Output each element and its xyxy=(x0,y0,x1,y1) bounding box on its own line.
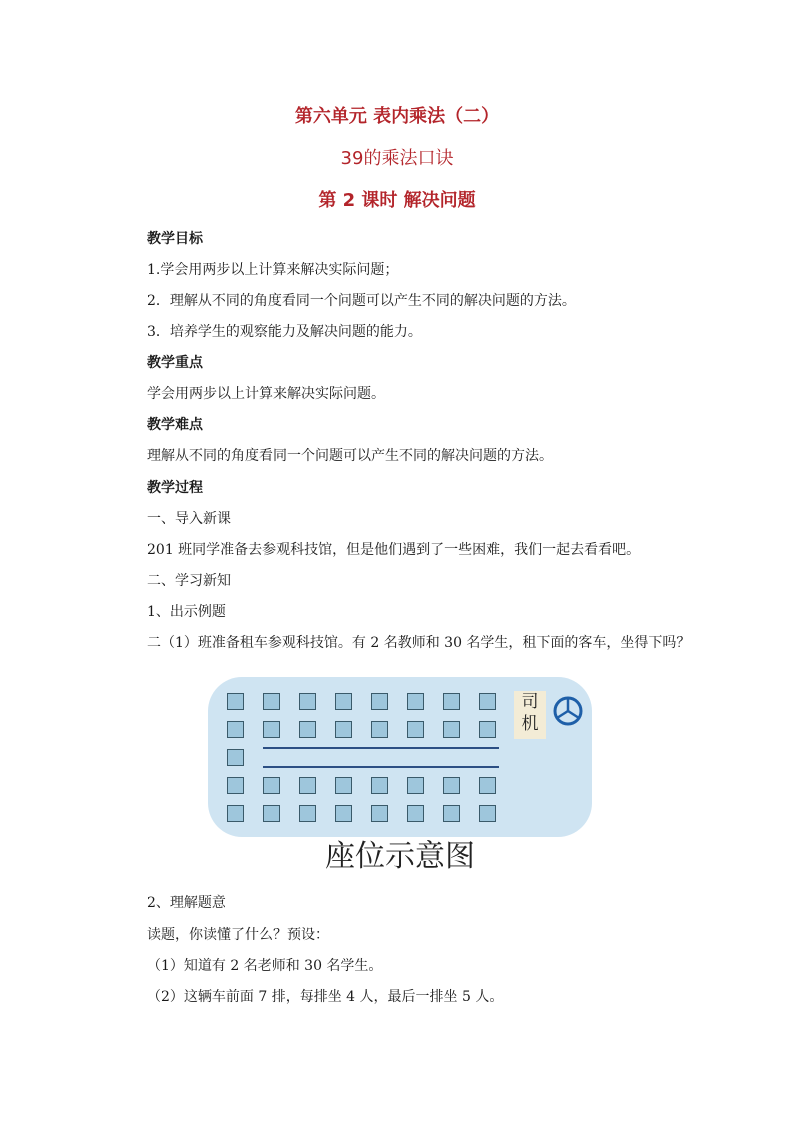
understand-heading: 2、理解题意 xyxy=(147,895,226,911)
seat xyxy=(227,721,244,738)
difficulty-text: 理解从不同的角度看同一个问题可以产生不同的解决问题的方法。 xyxy=(147,448,553,464)
diagram-caption: 座位示意图 xyxy=(325,839,475,874)
goals-heading: 教学目标 xyxy=(147,231,203,247)
seat xyxy=(263,805,280,822)
seat xyxy=(335,777,352,794)
seat xyxy=(443,721,460,738)
seat xyxy=(299,777,316,794)
seat xyxy=(407,721,424,738)
steering-wheel-icon xyxy=(552,695,584,727)
seat xyxy=(371,721,388,738)
step-intro-text: 201 班同学准备去参观科技馆，但是他们遇到了一些困难，我们一起去看看吧。 xyxy=(147,542,641,558)
driver-label-char-2: 机 xyxy=(521,714,539,734)
seat xyxy=(263,693,280,710)
seat xyxy=(371,693,388,710)
difficulty-heading: 教学难点 xyxy=(147,417,203,433)
goal-item-2: 2．理解从不同的角度看同一个问题可以产生不同的解决问题的方法。 xyxy=(147,293,576,309)
seat xyxy=(407,805,424,822)
preset-item-1: （1）知道有 2 名老师和 30 名学生。 xyxy=(147,958,383,974)
seat xyxy=(299,805,316,822)
seat xyxy=(371,805,388,822)
seat xyxy=(335,805,352,822)
step-intro-heading: 一、导入新课 xyxy=(147,511,231,527)
example-text: 二（1）班准备租车参观科技馆。有 2 名教师和 30 名学生，租下面的客车，坐得下吗？ xyxy=(147,635,691,651)
seat xyxy=(227,805,244,822)
seat xyxy=(407,777,424,794)
goal-item-1: 1.学会用两步以上计算来解决实际问题； xyxy=(147,262,399,278)
example-heading: 1、出示例题 xyxy=(147,604,226,620)
seat xyxy=(479,777,496,794)
driver-label xyxy=(514,691,546,739)
lesson-title: 39的乘法口诀 xyxy=(340,148,454,169)
understand-text: 读题，你读懂了什么？预设： xyxy=(147,927,329,943)
seat xyxy=(299,721,316,738)
seat xyxy=(443,693,460,710)
seat xyxy=(335,721,352,738)
seat xyxy=(479,721,496,738)
seat-diagram xyxy=(208,677,592,877)
aisle-line-top xyxy=(263,747,499,749)
seat xyxy=(443,777,460,794)
seat xyxy=(263,777,280,794)
seat xyxy=(479,693,496,710)
preset-item-2: （2）这辆车前面 7 排，每排坐 4 人，最后一排坐 5 人。 xyxy=(147,989,504,1005)
seat xyxy=(371,777,388,794)
step-new-heading: 二、学习新知 xyxy=(147,573,231,589)
seat xyxy=(407,693,424,710)
seat xyxy=(227,749,244,766)
period-title: 第 2 课时 解决问题 xyxy=(318,190,476,211)
seat xyxy=(479,805,496,822)
seat xyxy=(335,693,352,710)
seat xyxy=(227,693,244,710)
aisle-line-bottom xyxy=(263,766,499,768)
unit-title: 第六单元 表内乘法（二） xyxy=(294,106,500,127)
key-heading: 教学重点 xyxy=(147,355,203,371)
seat xyxy=(227,777,244,794)
seat xyxy=(443,805,460,822)
process-heading: 教学过程 xyxy=(147,480,203,496)
goal-item-3: 3．培养学生的观察能力及解决问题的能力。 xyxy=(147,324,422,340)
seat xyxy=(299,693,316,710)
driver-label-char-1: 司 xyxy=(521,692,539,712)
key-text: 学会用两步以上计算来解决实际问题。 xyxy=(147,386,385,402)
seat xyxy=(263,721,280,738)
